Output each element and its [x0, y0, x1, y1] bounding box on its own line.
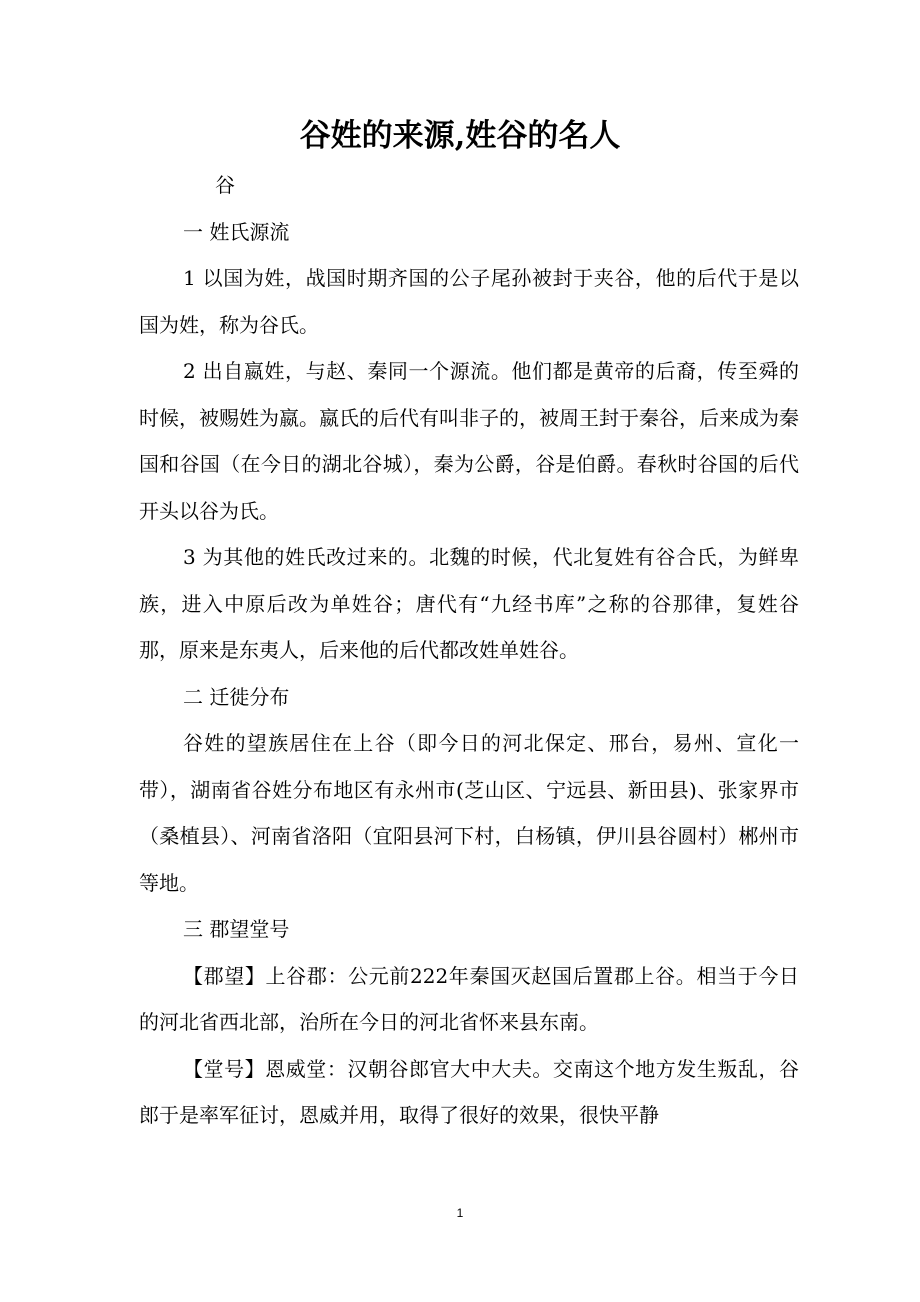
- page-number: 1: [456, 1206, 464, 1220]
- paragraph-commandery: 【郡望】上谷郡：公元前222年秦国灭赵国后置郡上谷。相当于今日的河北省西北部，治所在今日的河北省怀来县东南。: [139, 963, 799, 1034]
- document-title: 谷姓的来源,姓谷的名人: [299, 118, 621, 154]
- paragraph-origin-2: 2 出自嬴姓，与赵、秦同一个源流。他们都是黄帝的后裔，传至舜的时候，被赐姓为嬴。嬴氏的后代有叫非子的，被周王封于秦谷，后来成为秦国和谷国（在今日的湖北谷城），秦为公爵，谷是伯爵。春秋时谷国的后代开头以谷为氏。: [139, 359, 799, 523]
- section-heading-migration: 二 迁徙分布: [183, 684, 290, 709]
- paragraph-origin-1: 1 以国为姓，战国时期齐国的公子尾孙被封于夹谷，他的后代于是以国为姓，称为谷氏。: [139, 266, 799, 337]
- section-heading-origin: 一 姓氏源流: [183, 219, 290, 244]
- paragraph-hall-name: 【堂号】恩威堂：汉朝谷郎官大中大夫。交南这个地方发生叛乱，谷郎于是率军征讨，恩威并用，取得了很好的效果，很快平静: [139, 1056, 799, 1127]
- paragraph-surname: 谷: [215, 173, 235, 197]
- paragraph-migration: 谷姓的望族居住在上谷（即今日的河北保定、邢台，易州、宣化一带），湖南省谷姓分布地区有永州市(芝山区、宁远县、新田县)、张家界市（桑植县）、河南省洛阳（宜阳县河下村，白杨镇，伊川县谷圆村）郴州市等地。: [139, 731, 799, 895]
- document-body: [139, 162, 799, 1139]
- section-heading-hall-names: 三 郡望堂号: [183, 917, 290, 941]
- paragraph-origin-3: 3 为其他的姓氏改过来的。北魏的时候，代北复姓有谷合氏，为鲜卑族，进入中原后改为单姓谷；唐代有“九经书库”之称的谷那律，复姓谷那，原来是东夷人，后来他的后代都改姓单姓谷。: [139, 545, 799, 662]
